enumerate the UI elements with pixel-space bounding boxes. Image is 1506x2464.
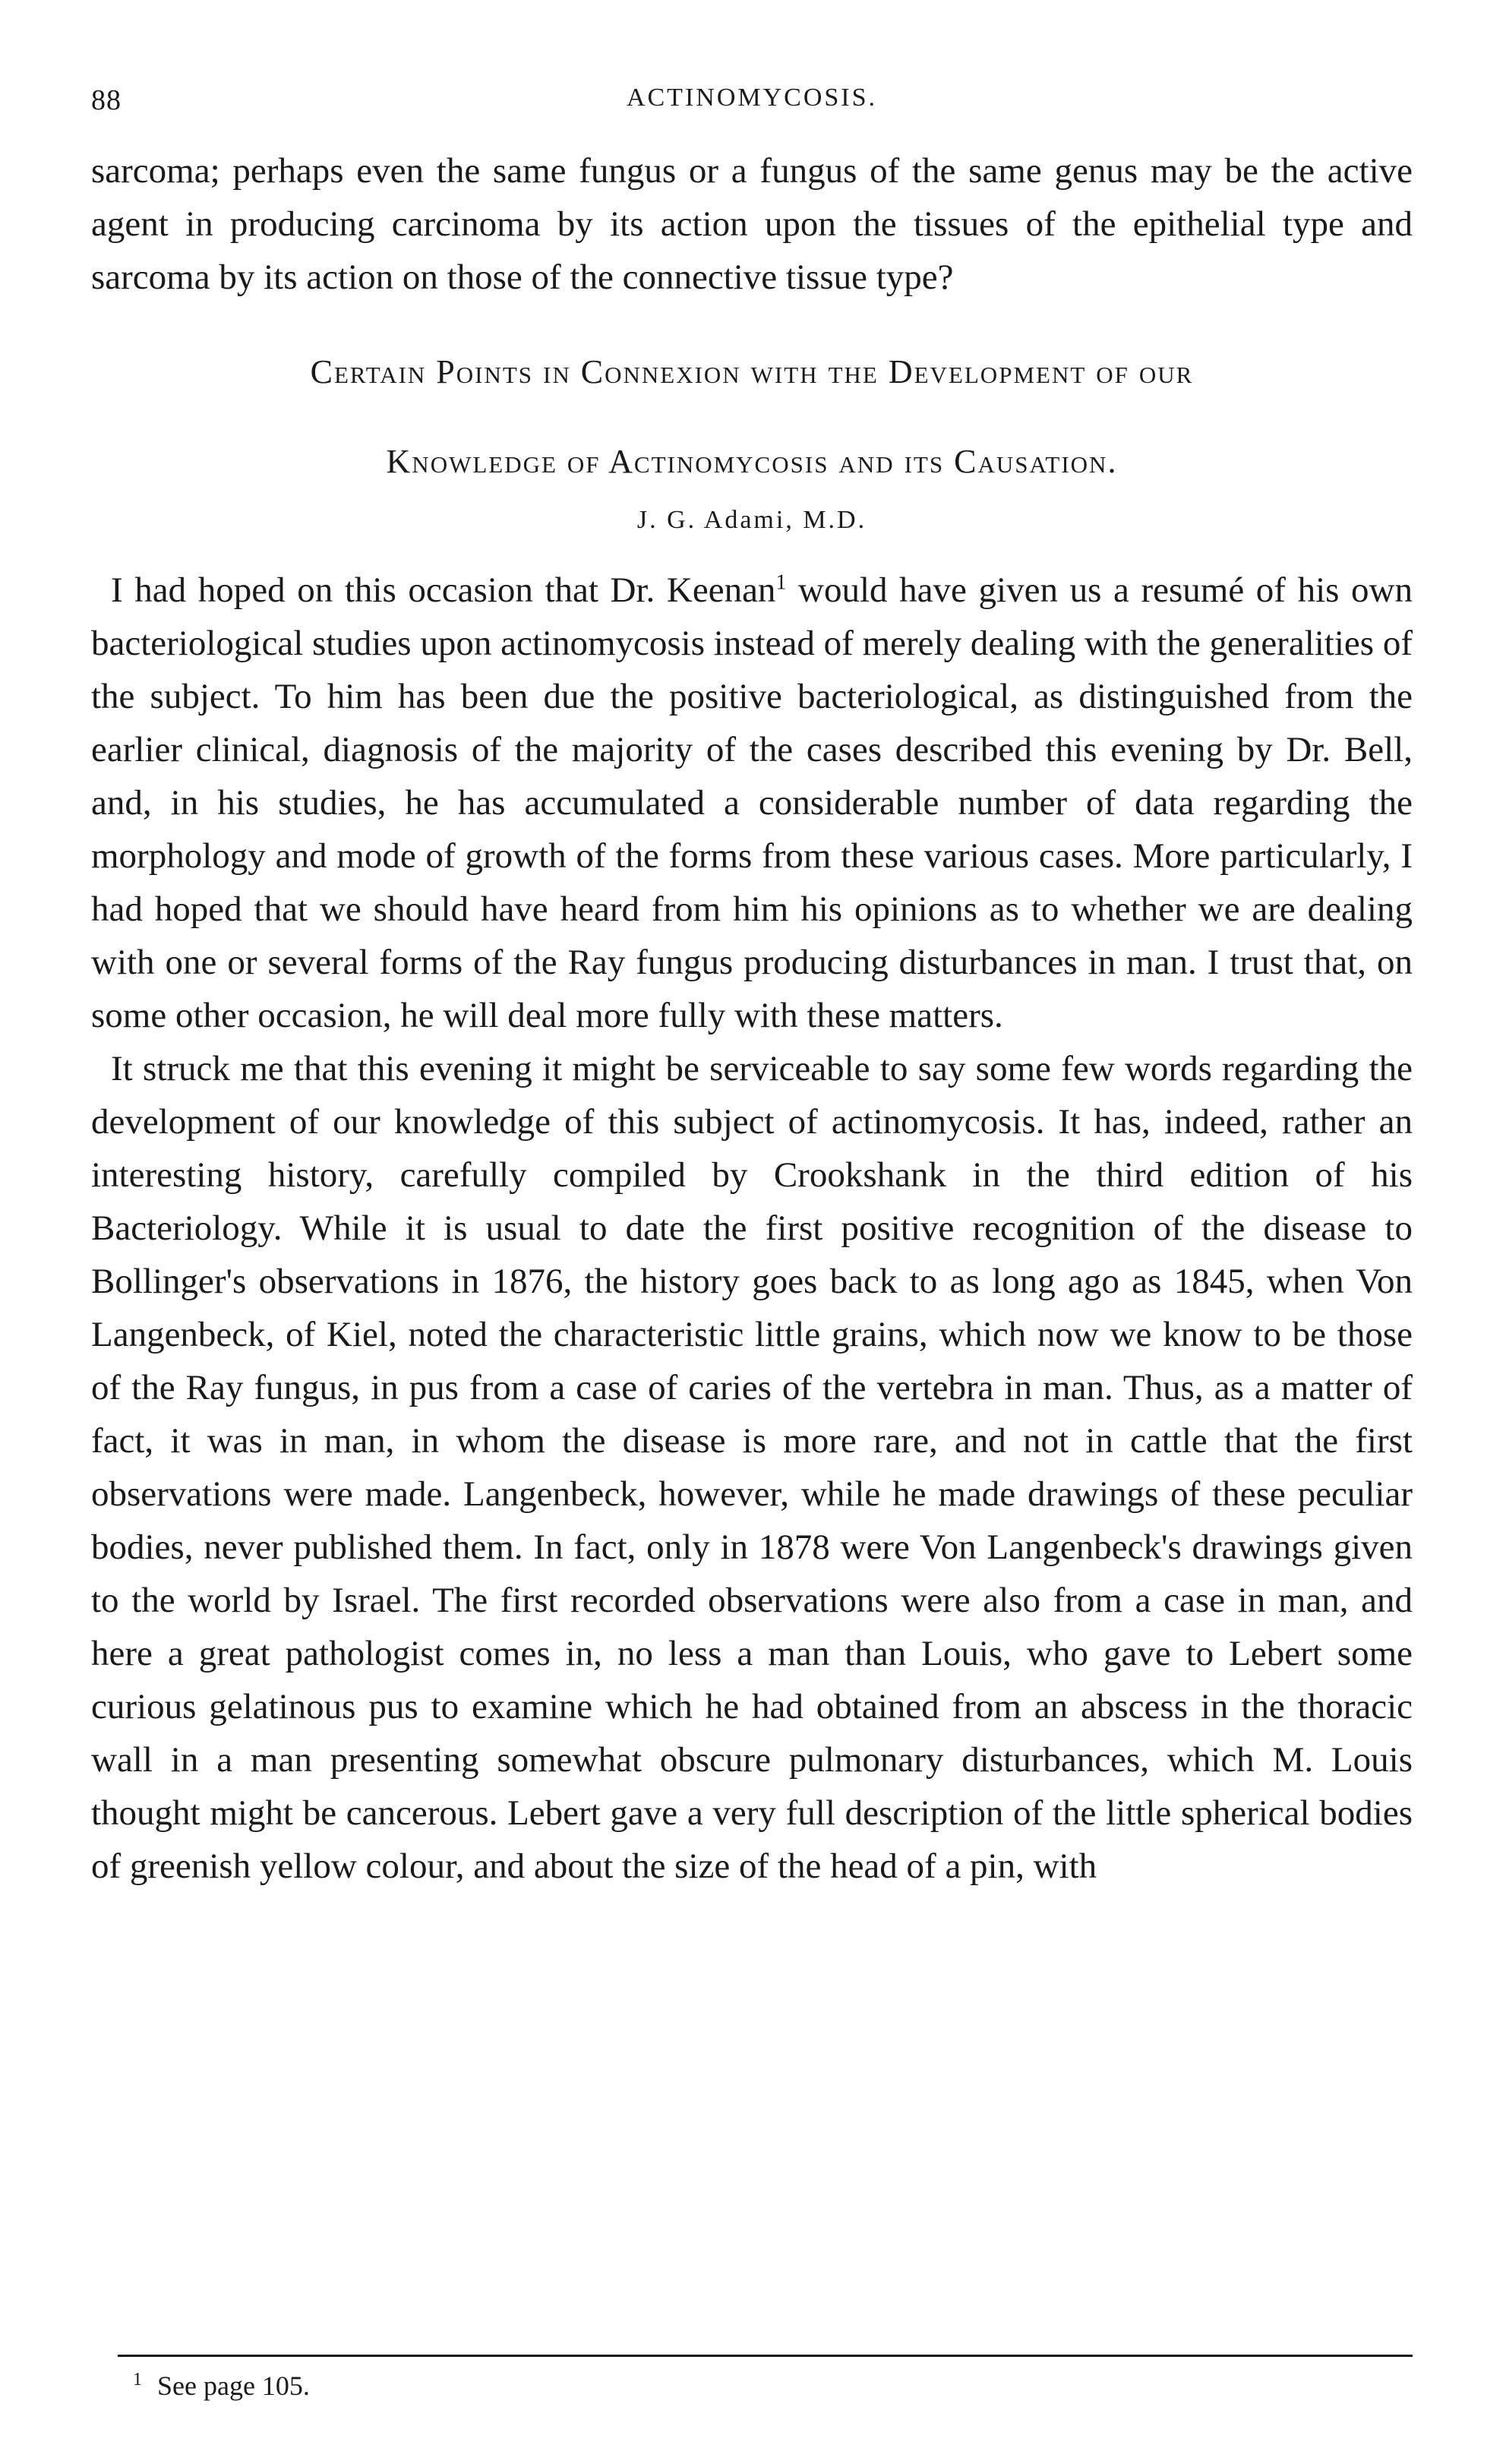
author-byline: J. G. Adami, M.D. xyxy=(636,506,867,534)
footnote-reference: 1 xyxy=(775,570,787,595)
running-head xyxy=(91,84,1413,129)
paragraph-1-rest: would have given us a resumé of his own bacteriological studies upon actinomycosis instead of merely dealing with the generalities of the subject. To him has been due the positive bacteriological, as distinguished from the earlier clinical, diagnosis of the majority of the cases described this evening by Dr. Bell, and, in his studies, he has accumulated a considerable number of data regarding the morphology and mode of growth of the forms from these various cases. More particularly, I had hoped that we should have heard from him his opinions as to whether we are dealing with one or several forms of the Ray fungus producing disturbances in man. I trust that, on some other occasion, he will deal more fully with these matters. xyxy=(91,570,1413,1035)
footnote-text: See page 105. xyxy=(157,2371,310,2401)
paragraph-2: It struck me that this evening it might be serviceable to say some few words regarding the development of our knowledge of this subject of actinomycosis. It has, indeed, rather an interesting history, carefully compiled by Crookshank in the third edition of his Bacteriology. While it is usual to date the first positive recognition of the disease to Bollinger's observations in 1876, the history goes back to as long ago as 1845, when Von Langenbeck, of Kiel, noted the characteristic little grains, which now we know to be those of the Ray fungus, in pus from a case of caries of the vertebra in man. Thus, as a matter of fact, it was in man, in whom the disease is more rare, and not in cattle that the first observations were made. Langenbeck, however, while he made drawings of these peculiar bodies, never published them. In fact, only in 1878 were Von Langenbeck's drawings given to the world by Israel. The first recorded observations were also from a case in man, and here a great pathologist comes in, no less a man than Louis, who gave to Lebert some curious gelatinous pus to examine which he had obtained from an abscess in the thoracic wall in a man presenting somewhat obscure pulmonary disturbances, which M. Louis thought might be cancerous. Lebert gave a very full description of the little spherical bodies of greenish yellow colour, and about the size of the head of a pin, with xyxy=(91,1049,1413,1886)
section-heading-line2: Knowledge of Actinomycosis and its Causation. xyxy=(386,443,1118,480)
footnote-mark: 1 xyxy=(133,2370,142,2390)
page-number: 88 xyxy=(91,84,122,116)
paragraph-1 xyxy=(91,564,1413,1042)
footnote-divider xyxy=(118,2355,1413,2357)
intro-paragraph: sarcoma; perhaps even the same fungus or a fungus of the same genus may be the active agent in producing carcinoma by its action upon the tissues of the epithelial type and sarcoma by its action on those of the connective tissue type? xyxy=(91,151,1413,297)
paragraph-1-start: I had hoped on this occasion that Dr. Keenan xyxy=(111,570,776,610)
footnote xyxy=(133,2370,310,2402)
running-title: ACTINOMYCOSIS. xyxy=(626,84,878,112)
section-heading-line1: Certain Points in Connexion with the Development of our xyxy=(310,353,1194,390)
page-body xyxy=(91,84,1413,1893)
